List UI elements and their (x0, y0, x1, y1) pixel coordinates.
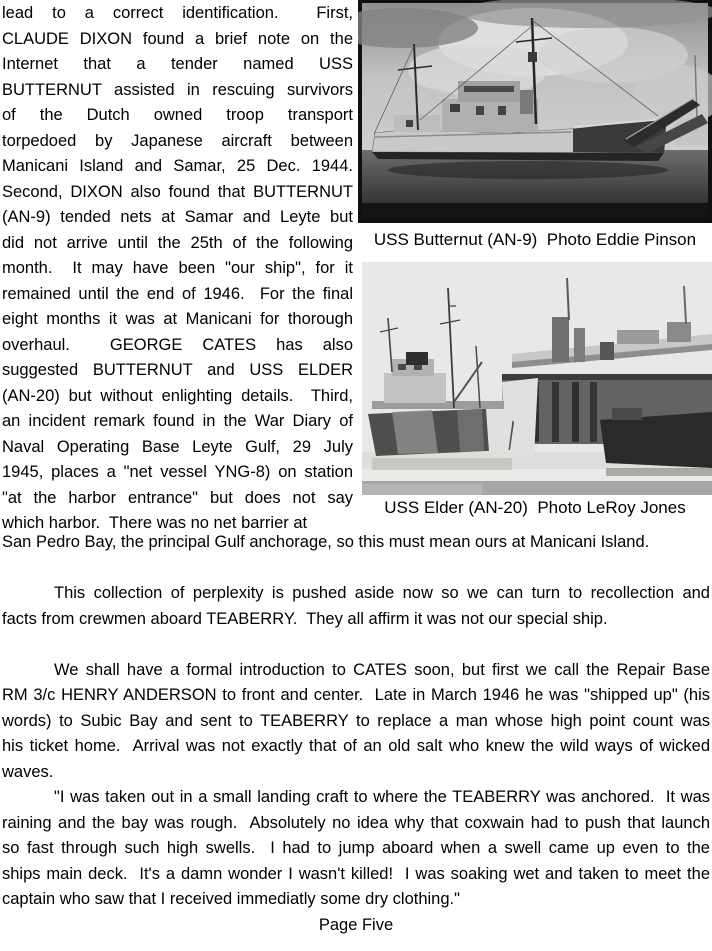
elder-photo-caption: USS Elder (AN-20) Photo LeRoy Jones (384, 498, 686, 517)
uss-elder-photo (362, 262, 712, 495)
butternut-photo-caption: USS Butternut (AN-9) Photo Eddie Pinson (373, 230, 697, 249)
text-line: Manicani Island and Samar, 25 Dec. 1944. (2, 157, 353, 175)
text-line: so fast through such high swells. I had to jump aboard when a swell came up even to the (2, 839, 710, 857)
uss-butternut-photo (358, 0, 712, 223)
text-line: month. It may have been "our ship", for it (2, 259, 353, 277)
text-line: of the Dutch owned troop transport (2, 106, 353, 124)
body-paragraphs (2, 530, 710, 913)
paragraph (2, 785, 710, 913)
text-line: RM 3/c HENRY ANDERSON to front and center. Late in March 1946 he was "shipped up" (his (2, 686, 710, 704)
text-line: (AN-9) tended nets at Samar and Leyte but (2, 208, 353, 226)
text-line: raining and the bay was rough. Absolutely no idea why that coxwain had to push that launch (2, 813, 710, 832)
text-line: words) to Subic Bay and sent to TEABERRY to replace a man whose high point count was (2, 711, 710, 730)
text-line: Naval Operating Base Leyte Gulf, 29 July (2, 437, 353, 456)
text-line: his ticket home. Arrival was not exactly that of an old salt who knew the wild ways of wicked (2, 737, 710, 755)
paragraph (2, 581, 710, 632)
body-text (2, 530, 710, 938)
paragraph (2, 658, 710, 786)
text-line: facts from crewmen aboard TEABERRY. They all affirm it was not our special ship. (2, 609, 608, 628)
text-line: ships main deck. It's a damn wonder I wasn't killed! I was soaking wet and taken to meet the (2, 864, 710, 883)
text-line: CLAUDE DIXON found a brief note on the (2, 29, 353, 48)
text-line: captain who saw that I received immediatly some dry clothing." (2, 890, 460, 908)
text-line: This collection of perplexity is pushed aside now so we can turn to recollection and (54, 584, 710, 602)
text-line: Internet that a tender named USS (2, 55, 353, 73)
text-line: "I was taken out in a small landing craft to where the TEABERRY was anchored. It was (54, 788, 710, 806)
text-line: suggested BUTTERNUT and USS ELDER (2, 361, 353, 379)
text-line: which harbor. There was no net barrier at (2, 514, 308, 532)
butternut-ship-illustration (358, 0, 712, 223)
text-line: overhaul. GEORGE CATES has also (2, 335, 353, 354)
page-number: Page Five (318, 915, 394, 934)
text-line: 1945, places a "net vessel YNG-8) on station (2, 463, 353, 481)
text-line: (AN-20) but without enlighting details. Third, (2, 386, 353, 405)
text-line: "at the harbor entrance" but does not say (2, 488, 353, 507)
text-line: We shall have a formal introduction to CATES soon, but first we call the Repair Base (54, 660, 710, 679)
text-line: torpedoed by Japanese aircraft between (2, 131, 353, 150)
left-column (2, 1, 353, 537)
text-line: an incident remark found in the War Diary of (2, 412, 353, 430)
text-line: BUTTERNUT assisted in rescuing survivors (2, 80, 353, 99)
text-line: did not arrive until the 25th of the following (2, 233, 353, 252)
paragraph (2, 530, 710, 556)
text-line: eight months it was at Manicani for thorough (2, 310, 353, 328)
text-line: lead to a correct identification. First, (2, 4, 353, 22)
text-line: waves. (2, 762, 54, 781)
elder-ship-illustration (362, 262, 712, 495)
text-line: San Pedro Bay, the principal Gulf anchorage, so this must mean ours at Manicani Island. (2, 533, 650, 551)
text-line: remained until the end of 1946. For the final (2, 284, 353, 303)
text-line: Second, DIXON also found that BUTTERNUT (2, 182, 353, 201)
